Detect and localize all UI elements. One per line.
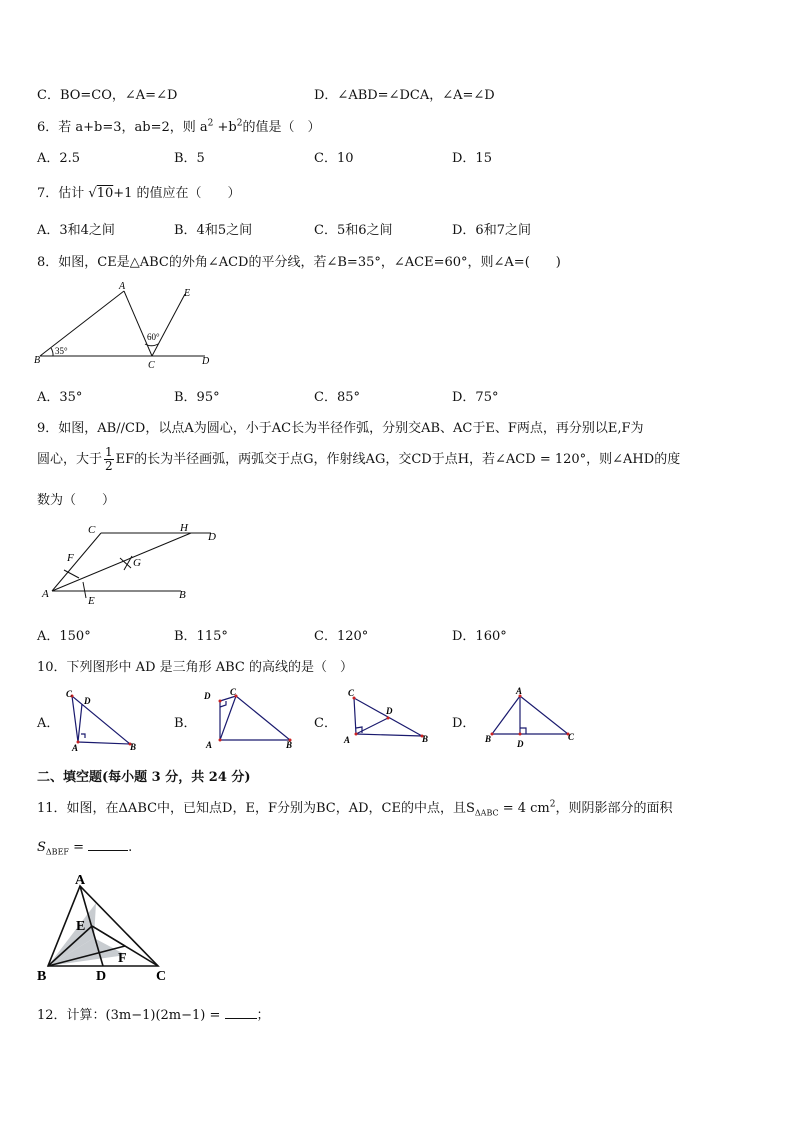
svg-text:A: A bbox=[75, 873, 86, 888]
q9-label-a: A bbox=[42, 588, 49, 600]
q6-option-b: B．5 bbox=[174, 151, 205, 166]
q11-figure bbox=[34, 872, 174, 984]
q9-label-e: E bbox=[88, 595, 95, 607]
q7-option-a: A．3和4之间 bbox=[37, 223, 115, 238]
q9-stem-line2: 圆心，大于 $\frac{1}{2}$ EF的长为半径画弧，两弧交于点G，作射线AG，交CD于点H，若∠ACD = 120°，则∠AHD的度 bbox=[37, 445, 681, 473]
q7-option-d: D．6和7之间 bbox=[452, 223, 531, 238]
q9-label-h: H bbox=[180, 522, 188, 534]
q10-figure-b bbox=[198, 684, 298, 754]
q10-figure-c bbox=[340, 684, 432, 754]
q7-option-b: B．4和5之间 bbox=[174, 223, 253, 238]
svg-text:C: C bbox=[230, 687, 237, 697]
q8-angle-c: 60° bbox=[147, 332, 160, 342]
q9-label-f: F bbox=[67, 552, 74, 564]
svg-text:B: B bbox=[422, 734, 429, 744]
q7-option-c: C．5和6之间 bbox=[314, 223, 393, 238]
svg-text:D: D bbox=[386, 706, 393, 716]
q7-stem: 7．估计 √10+1 的值应在（ ） bbox=[37, 186, 241, 201]
svg-text:E: E bbox=[76, 919, 86, 934]
q5-option-d: D．∠ABD=∠DCA，∠A=∠D bbox=[314, 88, 495, 103]
q9-label-c: C bbox=[88, 524, 96, 536]
q6-stem: 6．若 a+b=3，ab=2，则 $a^2 +b^2$的值是（ ） bbox=[37, 118, 321, 135]
q11-answer-blank[interactable] bbox=[88, 838, 128, 851]
svg-text:C: C bbox=[66, 689, 73, 699]
q6-option-a: A．2.5 bbox=[37, 151, 81, 166]
q6-option-c: C．10 bbox=[314, 151, 354, 166]
q8-label-b: B bbox=[34, 355, 41, 366]
svg-text:D: D bbox=[84, 696, 91, 706]
q5-option-c: C．BO=CO，∠A=∠D bbox=[37, 88, 178, 103]
svg-text:D: D bbox=[204, 691, 211, 701]
q8-figure bbox=[30, 280, 220, 372]
q8-label-a: A bbox=[119, 281, 126, 292]
q8-stem: 8．如图，CE是△ABC的外角∠ACD的平分线，若∠B=35°，∠ACE=60°，则∠A=( ) bbox=[37, 255, 561, 270]
q10-figure-a bbox=[60, 684, 140, 754]
q10-figure-d bbox=[484, 684, 584, 754]
q8-option-a: A．35° bbox=[37, 390, 83, 405]
q9-option-b: B．115° bbox=[174, 629, 228, 644]
q12-stem: 12．计算：(3m−1)(2m−1) = ； bbox=[37, 1008, 270, 1023]
q9-label-d: D bbox=[208, 531, 216, 543]
q10-stem: 10．下列图形中 AD 是三角形 ABC 的高线的是（ ） bbox=[37, 660, 354, 675]
q8-option-c: C．85° bbox=[314, 390, 360, 405]
q12-answer-blank[interactable] bbox=[225, 1006, 257, 1019]
q9-stem-line3: 数为（ ） bbox=[37, 493, 116, 508]
svg-text:C: C bbox=[568, 732, 575, 742]
q8-label-e: E bbox=[184, 288, 191, 299]
q9-label-b: B bbox=[179, 589, 186, 601]
q8-option-d: D．75° bbox=[452, 390, 499, 405]
q9-figure bbox=[36, 518, 226, 608]
svg-text:F: F bbox=[118, 951, 127, 966]
svg-text:B: B bbox=[485, 734, 492, 744]
q11-answer-line: $S_{\Delta BEF}$ = . bbox=[37, 840, 133, 857]
q8-label-c: C bbox=[148, 360, 155, 371]
svg-text:A: A bbox=[344, 735, 351, 745]
q9-option-d: D．160° bbox=[452, 629, 507, 644]
svg-text:C: C bbox=[348, 688, 355, 698]
svg-text:D: D bbox=[96, 969, 107, 984]
q9-label-g: G bbox=[133, 557, 141, 569]
svg-text:A: A bbox=[72, 743, 79, 753]
q10-option-b: B． bbox=[174, 716, 197, 731]
svg-text:B: B bbox=[37, 969, 47, 984]
svg-text:B: B bbox=[130, 742, 137, 752]
svg-text:C: C bbox=[156, 969, 167, 984]
q9-option-a: A．150° bbox=[37, 629, 91, 644]
svg-text:A: A bbox=[206, 740, 213, 750]
q8-label-d: D bbox=[202, 356, 210, 367]
svg-text:A: A bbox=[516, 686, 523, 696]
svg-text:B: B bbox=[286, 740, 293, 750]
q9-option-c: C．120° bbox=[314, 629, 369, 644]
q11-stem: 11．如图，在ΔABC中，已知点D，E，F分别为BC，AD，CE的中点，且$S_{\Delta ABC} = 4$ $cm^2$，则阴影部分的面积 bbox=[37, 799, 673, 818]
q8-angle-b: 35° bbox=[55, 346, 68, 356]
section-heading-fill-blank: 二、填空题(每小题 3 分，共 24 分) bbox=[37, 770, 251, 785]
q10-option-d: D． bbox=[452, 716, 476, 731]
q8-option-b: B．95° bbox=[174, 390, 220, 405]
q10-option-c: C． bbox=[314, 716, 337, 731]
q9-fraction: $\frac{1}{2}$ bbox=[105, 445, 113, 473]
svg-text:D: D bbox=[517, 739, 524, 749]
q10-option-a: A． bbox=[37, 716, 60, 731]
q6-option-d: D．15 bbox=[452, 151, 492, 166]
q9-stem-line1: 9．如图，AB//CD，以点A为圆心，小于AC长为半径作弧，分别交AB、AC于E、F两点，再分别以E,F为 bbox=[37, 421, 644, 436]
